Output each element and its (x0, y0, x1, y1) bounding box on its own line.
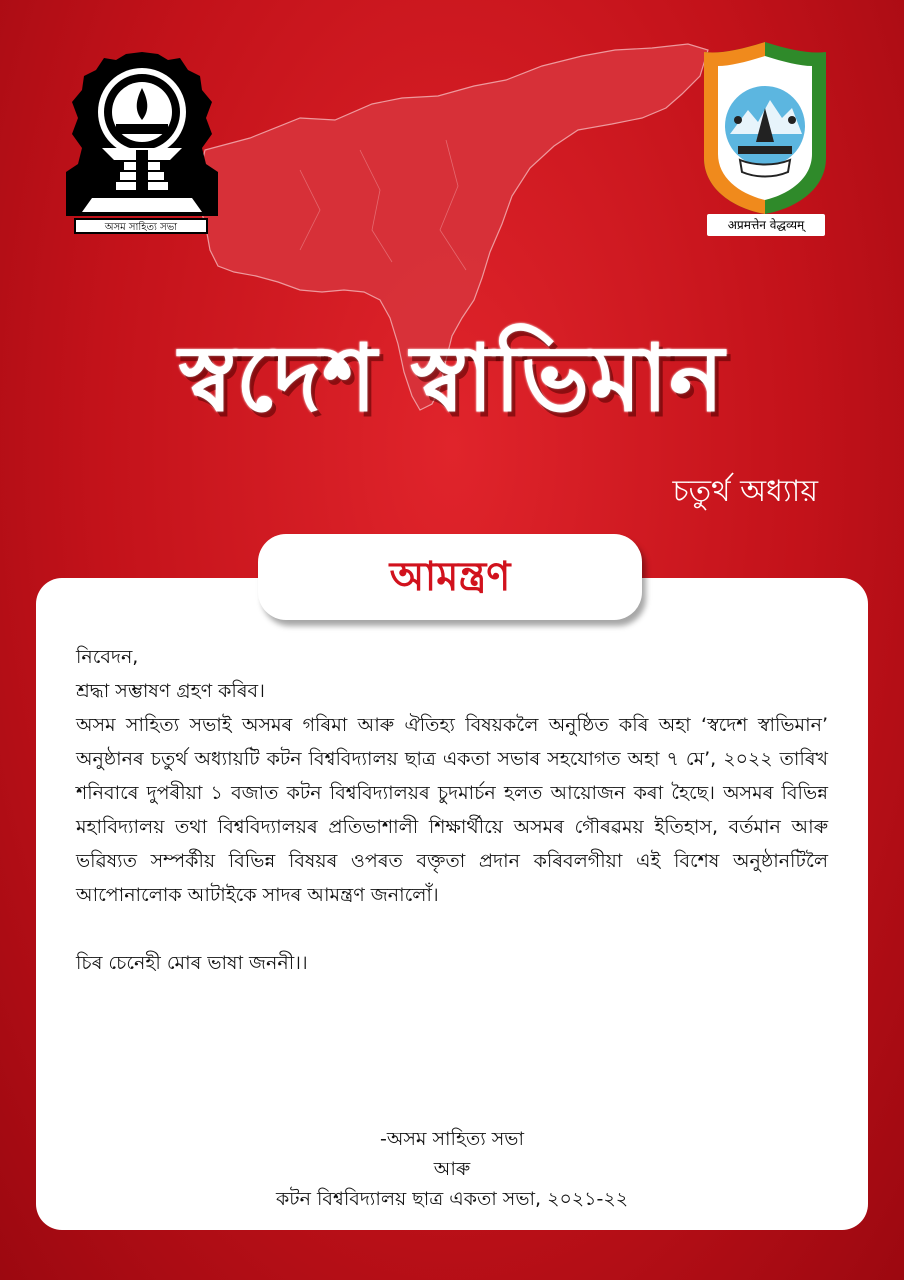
signature-block (36, 1124, 868, 1214)
invitation-paragraph: অসম সাহিত্য সভাই অসমৰ গৰিমা আৰু ঐতিহ্য বিষয়কলৈ অনুষ্ঠিত কৰি অহা ‘স্বদেশ স্বাভিমান’ অনুষ্ঠানৰ চতুৰ্থ অধ্যায়টি কটন বিশ্ববিদ্যালয় ছাত্ৰ একতা সভাৰ সহযোগত অহা ৭ মে’, ২০২২ তাৰিখ শনিবাৰে দুপৰীয়া ১ বজাত কটন বিশ্ববিদ্যালয়ৰ চুদমাৰ্চন হলত আয়োজন কৰা হৈছে। অসমৰ বিভিন্ন মহাবিদ্যালয় তথা বিশ্ববিদ্যালয়ৰ প্ৰতিভাশালী শিক্ষাৰ্থীয়ে অসমৰ গৌৰৱময় ইতিহাস, বৰ্তমান আৰু ভৱিষ্যত সম্পৰ্কীয় বিভিন্ন বিষয়ৰ ওপৰত বক্তৃতা প্ৰদান কৰিবলগীয়া এই বিশেষ অনুষ্ঠানটিলৈ আপোনালোক আটাইকে সাদৰ আমন্ত্ৰণ জনালোঁ। (76, 714, 828, 906)
left-logo-caption: অসম সাহিত্য সভা (74, 218, 208, 234)
greeting: শ্ৰদ্ধা সম্ভাষণ গ্ৰহণ কৰিব। (76, 680, 265, 702)
invitation-body (76, 640, 828, 980)
salutation: নিবেদন, (76, 646, 139, 668)
invitation-heading: আমন্ত্ৰণ (389, 553, 511, 600)
page-title: স্বদেশ স্বাভিমান (179, 324, 725, 432)
signature-line-3: কটন বিশ্ববিদ্যালয় ছাত্ৰ একতা সভা, ২০২১-২২ (275, 1188, 629, 1210)
page-subtitle: চতুৰ্থ অধ্যায় (672, 474, 818, 509)
closing-line: চিৰ চেনেহী মোৰ ভাষা জননী।। (76, 952, 308, 974)
signature-line-2: আৰু (433, 1158, 471, 1180)
signature-line-1: -অসম সাহিত্য সভা (380, 1128, 524, 1150)
asam-sahitya-sabha-emblem-icon (62, 48, 222, 240)
cotton-university-shield-icon (700, 38, 830, 238)
invitation-heading-badge (258, 534, 642, 620)
right-logo-motto: अप्रमत्तेन वेद्धव्यम् (707, 214, 825, 236)
